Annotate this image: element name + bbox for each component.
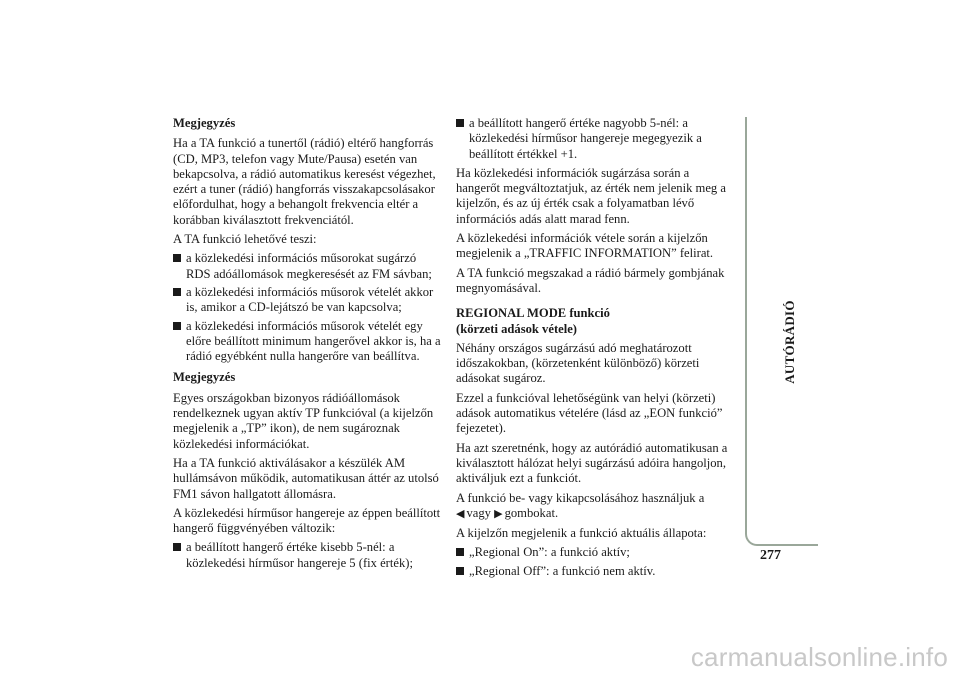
list-item <box>173 319 443 365</box>
page-number: 277 <box>760 548 781 563</box>
list-item-text: „Regional Off”: a funkció nem aktív. <box>469 563 656 578</box>
list-item-text: a közlekedési információs műsorokat sugárzó RDS adóállomások megkeresését az FM sávban; <box>186 251 432 281</box>
list-item-text: „Regional On”: a funkció aktív; <box>469 545 630 560</box>
paragraph: Ha a TA funkció aktiválásakor a készülék AM hullámsávon működik, automatikusan áttér az utolsó FM1 sávon hallgatott állomásra. <box>173 455 439 501</box>
checkbox-square-icon <box>456 548 464 556</box>
paragraph: Ezzel a funkcióval lehetőségünk van helyi (körzeti) adások automatikus vételére (lásd az „EON funkció” fejezetet). <box>456 390 723 436</box>
paragraph: Néhány országos sugárzású adó meghatározott időszakokban, (körzetenként különböző) körzeti adásokat sugároz. <box>456 340 700 386</box>
checkbox-square-icon <box>173 543 181 551</box>
paragraph: A kijelzőn megjelenik a funkció aktuális állapota: <box>456 526 707 541</box>
left-column <box>173 116 443 575</box>
list-item-text: a közlekedési információs műsorok vételét akkor is, amikor a CD-lejátszó be van kapcsolva; <box>186 284 434 315</box>
left-arrow-button-icon: ◀ <box>456 507 465 520</box>
paragraph: Egyes országokban bizonyos rádióállomások rendelkeznek ugyan aktív TP funkcióval (a kijelzőn megjelenik a „TP” ikon), de nem sugároznak közlekedési információkat. <box>173 390 434 451</box>
paragraph-text: A funkció be- vagy kikapcsolásához használjuk a <box>456 490 705 505</box>
paragraph: A TA funkció lehetővé teszi: <box>173 232 317 247</box>
section-heading <box>456 306 734 337</box>
list-item <box>456 116 734 162</box>
section-label <box>760 300 820 384</box>
list-item-text: a beállított hangerő értéke kisebb 5-nél: a közlekedési hírműsor hangereje 5 (fix érték); <box>186 540 413 570</box>
paragraph: Ha azt szeretnénk, hogy az autórádió automatikusan a kiválasztott hálózat helyi sugárzású adóira hangoljon, aktiváljuk ezt a funkciót. <box>456 440 728 486</box>
right-column <box>456 116 734 583</box>
list-item <box>456 564 734 579</box>
right-arrow-button-icon: ▶ <box>494 507 503 520</box>
list-item <box>456 545 734 560</box>
paragraph-text: gombokat. <box>504 505 559 520</box>
paragraph-text: vagy <box>466 505 491 520</box>
list-item-text: a közlekedési információs műsorok vételét egy előre beállított minimum hangerővel akkor is, ha a rádió egyébként nulla hangerőre van beállítva. <box>186 318 441 364</box>
watermark: carmanualsonline.info <box>690 642 948 672</box>
bullet-list <box>173 251 443 364</box>
paragraph: A közlekedési hírműsor hangereje az éppen beállított hangerő függvényében változik: <box>173 505 441 536</box>
checkbox-square-icon <box>173 322 181 330</box>
paragraph: Ha közlekedési információk sugárzása során a hangerőt megváltoztatjuk, az érték nem jelenik meg a kijelzőn, és az új érték csak a folyamatban lévő információs adás alatt marad fenn. <box>456 165 726 226</box>
bullet-list <box>456 116 734 162</box>
list-item <box>173 251 443 282</box>
bullet-list <box>173 540 443 571</box>
paragraph: A TA funkció megszakad a rádió bármely gombjának megnyomásával. <box>456 265 725 295</box>
checkbox-square-icon <box>173 254 181 262</box>
list-item <box>173 285 443 316</box>
paragraph: A közlekedési információk vétele során a kijelzőn megjelenik a „TRAFFIC INFORMATION” felirat. <box>456 231 714 261</box>
checkbox-square-icon <box>173 288 181 296</box>
list-item-text: a beállított hangerő értéke nagyobb 5-nél: a közlekedési hírműsor hangereje megegyezik a beállított értékkel +1. <box>469 116 702 161</box>
paragraph <box>456 491 734 523</box>
checkbox-square-icon <box>456 119 464 127</box>
note-title: Megjegyzés <box>173 370 236 385</box>
list-item <box>173 540 443 571</box>
section-heading-line: REGIONAL MODE funkció <box>456 306 610 321</box>
bullet-list <box>456 545 734 579</box>
section-label-text: AUTÓRÁDIÓ <box>782 300 798 384</box>
paragraph: Ha a TA funkció a tunertől (rádió) eltérő hangforrás (CD, MP3, telefon vagy Mute/Pausa) esetén van bekapcsolva, a rádió automatikus keresést végezhet, ezért a tuner (rádió) hangforrás visszakapcsolásakor előfordulhat, hogy a behangolt frekvencia eltér a korábban kiválasztott frekvenciától. <box>173 136 436 227</box>
note-title: Megjegyzés <box>173 116 236 130</box>
section-heading-subline: (körzeti adások vétele) <box>456 321 578 336</box>
checkbox-square-icon <box>456 567 464 575</box>
